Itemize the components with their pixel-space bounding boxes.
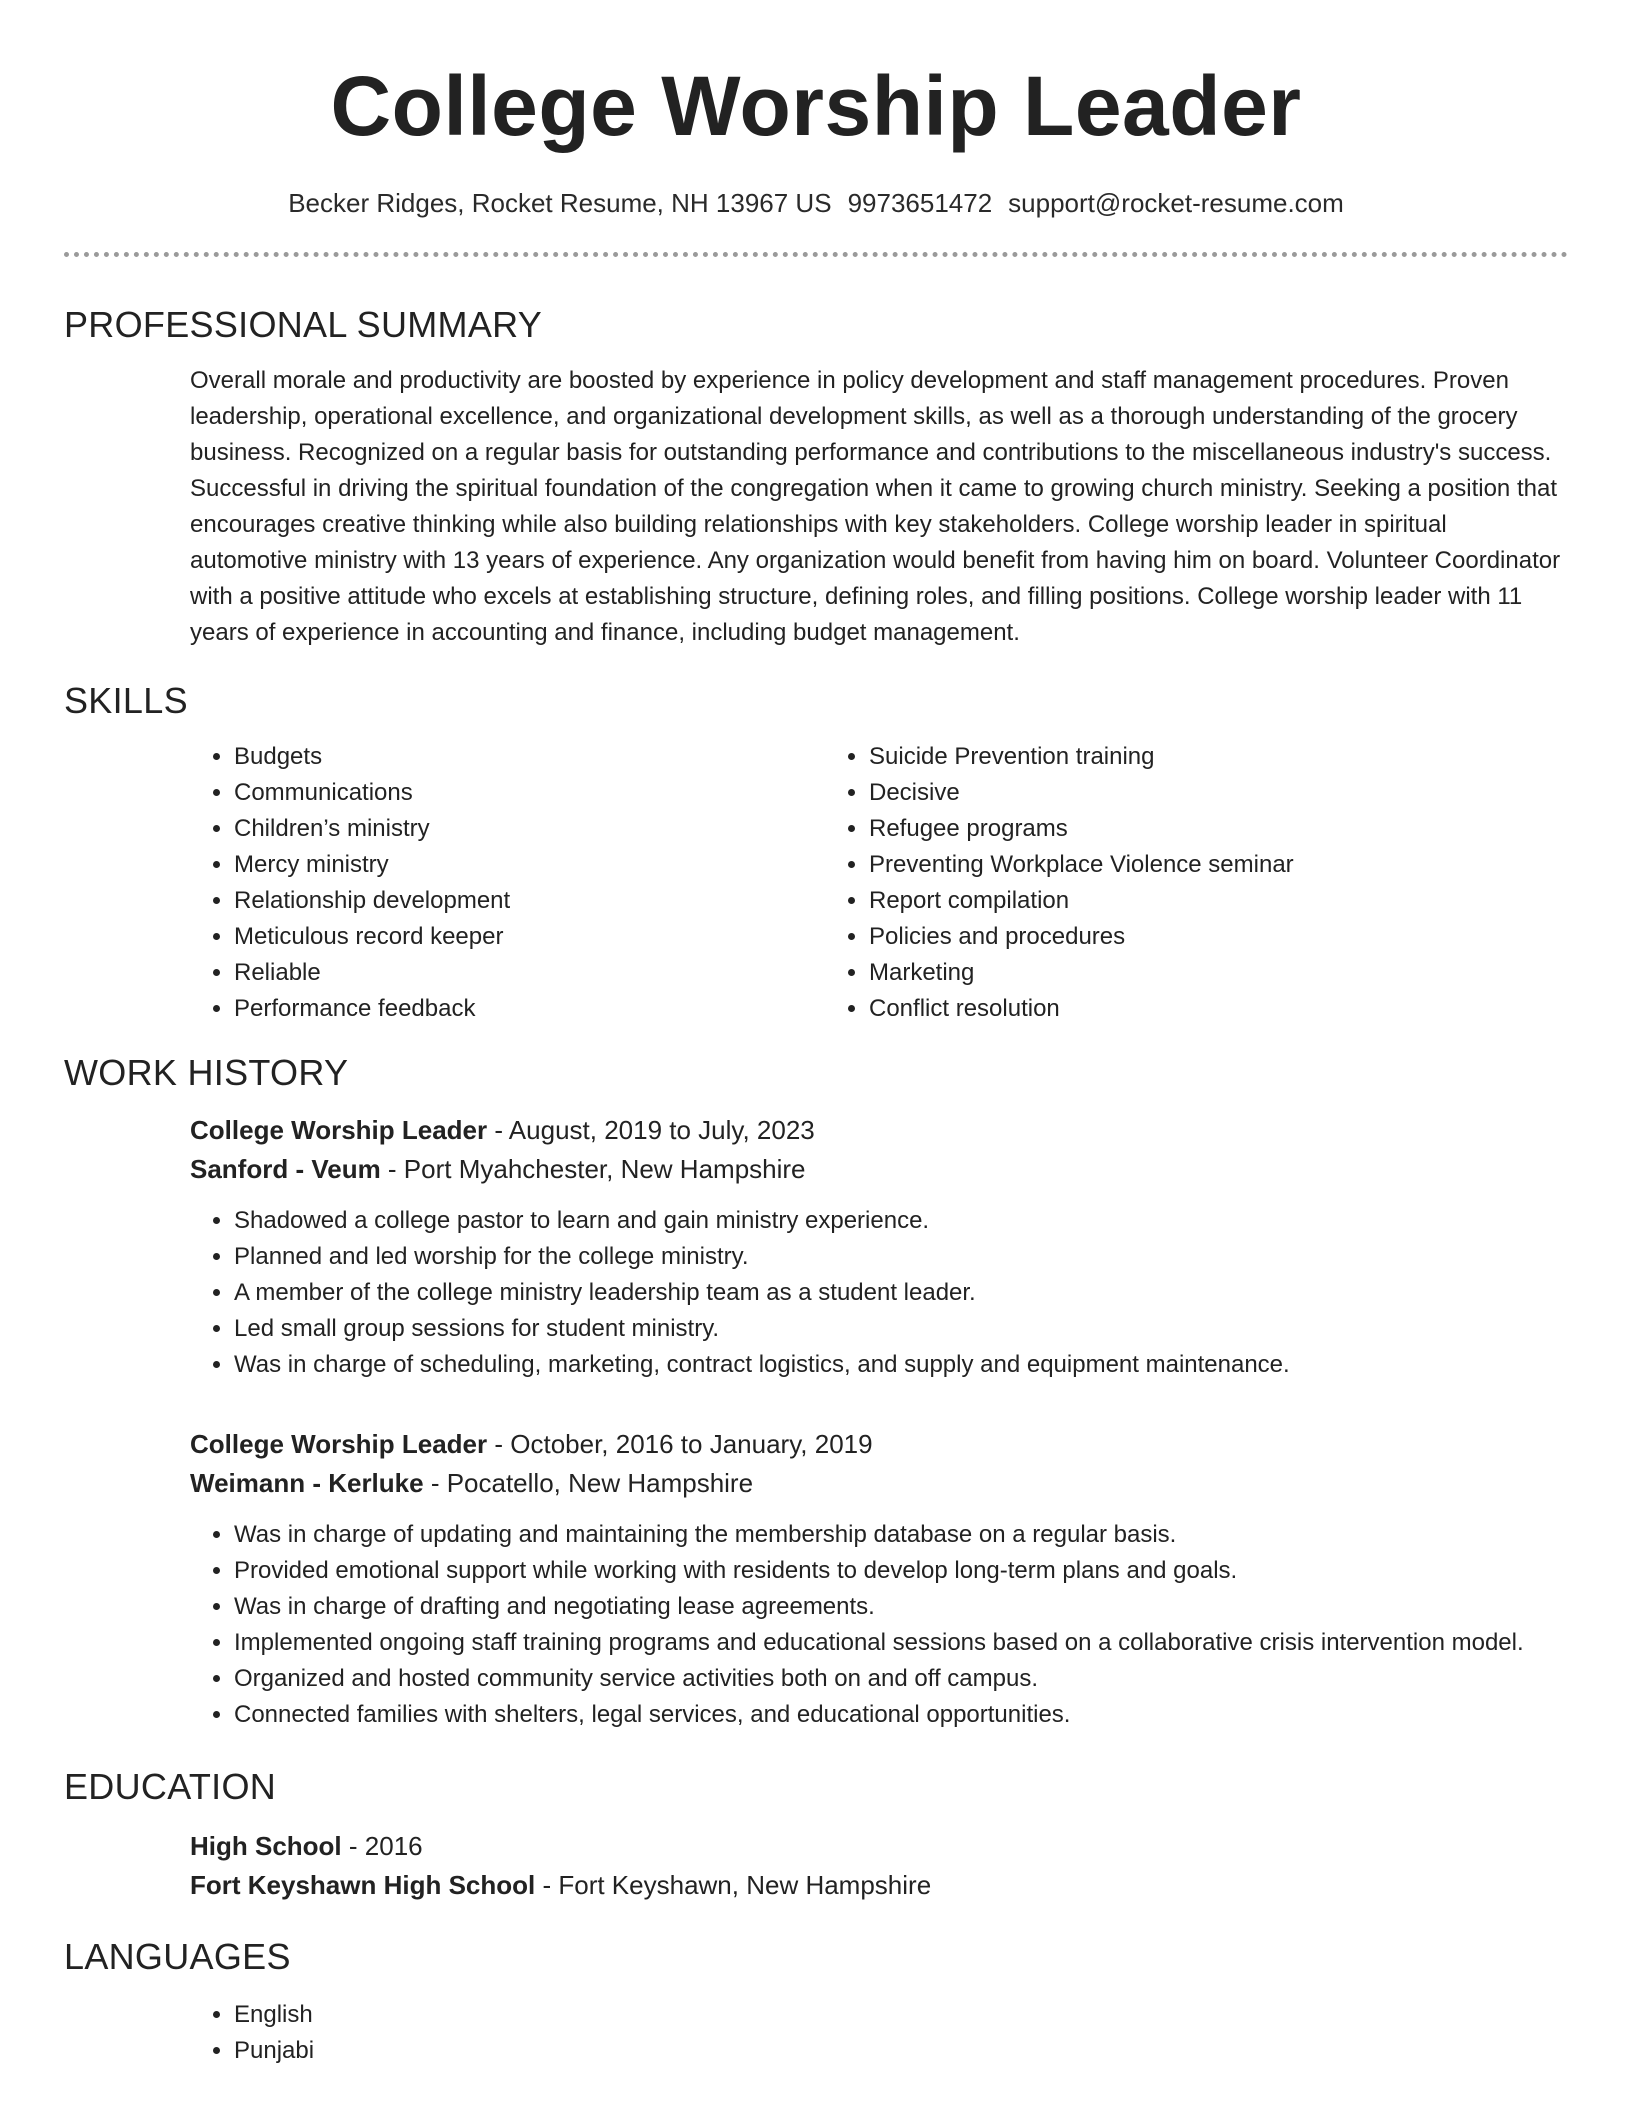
contact-email: support@rocket-resume.com — [1008, 188, 1344, 218]
skill-item: • Conflict resolution — [869, 991, 1460, 1027]
education-location: - Fort Keyshawn, New Hampshire — [535, 1870, 932, 1900]
section-title-summary: PROFESSIONAL SUMMARY — [64, 304, 543, 345]
section-title-languages: LANGUAGES — [64, 1936, 291, 1977]
resume-name: College Worship Leader — [330, 59, 1302, 153]
skill-item: • Relationship development — [234, 883, 825, 919]
education-school-line — [190, 1866, 1568, 1905]
skill-item: • Report compilation — [869, 883, 1460, 919]
job-dates: - October, 2016 to January, 2019 — [487, 1429, 873, 1459]
skill-item: • Policies and procedures — [869, 919, 1460, 955]
job-location: - Pocatello, New Hampshire — [423, 1468, 754, 1498]
skill-item: • Children’s ministry — [234, 811, 825, 847]
skills-columns — [190, 739, 1568, 1027]
skill-item: • Marketing — [869, 955, 1460, 991]
job-bullet: • Was in charge of drafting and negotiating lease agreements. — [234, 1589, 1568, 1625]
language-item: • English — [234, 1997, 1568, 2033]
job-role: College Worship Leader — [190, 1429, 488, 1459]
job-title-line — [190, 1425, 1568, 1464]
job-bullet: • Implemented ongoing staff training programs and educational sessions based on a collaborative crisis intervention model. — [234, 1625, 1568, 1661]
job-bullets — [190, 1203, 1568, 1383]
skill-item: • Suicide Prevention training — [869, 739, 1460, 775]
skills-left-list — [190, 739, 825, 1027]
skill-item: • Budgets — [234, 739, 825, 775]
job-entry — [190, 1111, 1568, 1383]
job-bullet: • Organized and hosted community service activities both on and off campus. — [234, 1661, 1568, 1697]
skill-item: • Refugee programs — [869, 811, 1460, 847]
skill-item: • Decisive — [869, 775, 1460, 811]
section-title-education: EDUCATION — [64, 1766, 277, 1807]
job-company: Weimann - Kerluke — [190, 1468, 424, 1498]
contact-address: Becker Ridges, Rocket Resume, NH 13967 US — [288, 188, 832, 218]
section-title-work-history: WORK HISTORY — [64, 1052, 349, 1093]
job-company-line — [190, 1464, 1568, 1503]
job-entry — [190, 1425, 1568, 1733]
job-location: - Port Myahchester, New Hampshire — [380, 1154, 806, 1184]
job-role: College Worship Leader — [190, 1115, 488, 1145]
skill-item: • Performance feedback — [234, 991, 825, 1027]
skill-item: • Communications — [234, 775, 825, 811]
job-bullet: • Provided emotional support while working with residents to develop long-term plans and goals. — [234, 1553, 1568, 1589]
education-school: Fort Keyshawn High School — [190, 1870, 536, 1900]
education-degree-line — [190, 1827, 1568, 1866]
job-title-line — [190, 1111, 1568, 1150]
summary-text: Overall morale and productivity are boosted by experience in policy development and staff management procedures. Proven leadership, operational excellence, and organizational development skills, as well as a thorough understanding of the grocery business. Recognized on a regular basis for outstanding performance and contributions to the miscellaneous industry's success. Successful in driving the spiritual foundation of the congregation when it came to growing church ministry. Seeking a position that encourages creative thinking while also building relationships with key stakeholders. College worship leader in spiritual automotive ministry with 13 years of experience. Any organization would benefit from having him on board. Volunteer Coordinator with a positive attitude who excels at establishing structure, defining roles, and filling positions. College worship leader with 11 years of experience in accounting and finance, including budget management. — [190, 367, 1561, 646]
languages-list — [190, 1997, 1568, 2069]
job-bullet: • Connected families with shelters, legal services, and educational opportunities. — [234, 1697, 1568, 1733]
contact-line — [64, 186, 1568, 220]
education-degree: High School — [190, 1831, 342, 1861]
job-bullet: • Was in charge of updating and maintaining the membership database on a regular basis. — [234, 1517, 1568, 1553]
job-bullet: • Was in charge of scheduling, marketing, contract logistics, and supply and equipment maintenance. — [234, 1347, 1568, 1383]
job-bullet: • Planned and led worship for the college ministry. — [234, 1239, 1568, 1275]
job-bullet: • A member of the college ministry leadership team as a student leader. — [234, 1275, 1568, 1311]
skill-item: • Meticulous record keeper — [234, 919, 825, 955]
education-entry — [190, 1827, 1568, 1905]
job-company: Sanford - Veum — [190, 1154, 381, 1184]
job-dates: - August, 2019 to July, 2023 — [487, 1115, 815, 1145]
section-title-skills: SKILLS — [64, 680, 188, 721]
header-divider — [64, 252, 1568, 257]
job-company-line — [190, 1150, 1568, 1189]
skill-item: • Preventing Workplace Violence seminar — [869, 847, 1460, 883]
contact-phone: 9973651472 — [847, 188, 993, 218]
job-bullet: • Led small group sessions for student ministry. — [234, 1311, 1568, 1347]
job-bullets — [190, 1517, 1568, 1733]
education-year: - 2016 — [341, 1831, 423, 1861]
skill-item: • Reliable — [234, 955, 825, 991]
job-bullet: • Shadowed a college pastor to learn and gain ministry experience. — [234, 1203, 1568, 1239]
skills-right-list — [825, 739, 1460, 1027]
language-item: • Punjabi — [234, 2033, 1568, 2069]
skill-item: • Mercy ministry — [234, 847, 825, 883]
